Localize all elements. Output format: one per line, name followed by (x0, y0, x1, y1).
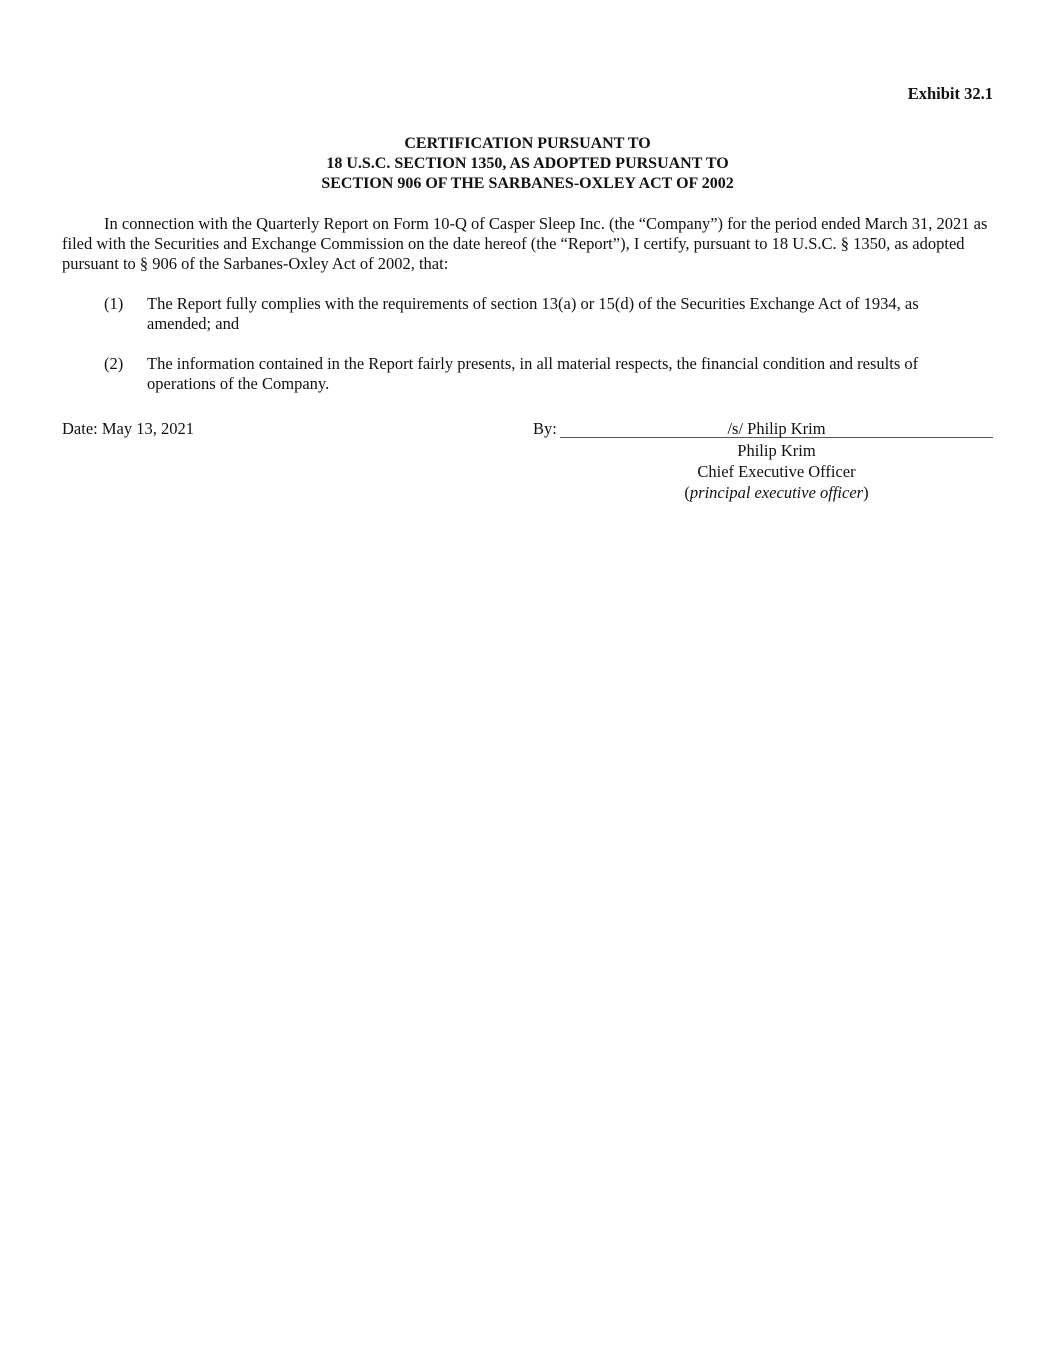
signer-role-open: ( (684, 483, 690, 502)
by-label: By: (533, 419, 557, 438)
signature-line (560, 419, 993, 438)
heading-line-1: CERTIFICATION PURSUANT TO (404, 135, 651, 152)
list-item (104, 354, 974, 394)
certification-heading (0, 134, 1055, 194)
signer-title: Chief Executive Officer (697, 462, 856, 481)
exhibit-label: Exhibit 32.1 (907, 84, 993, 103)
date-line: Date: May 13, 2021 (62, 419, 194, 438)
heading-line-2: 18 U.S.C. SECTION 1350, AS ADOPTED PURSUANT TO (326, 155, 729, 172)
list-item-number: (1) (104, 294, 124, 313)
signer-block (560, 440, 993, 503)
list-item-text: The Report fully complies with the requirements of section 13(a) or 15(d) of the Securities Exchange Act of 1934, as amended; and (147, 294, 919, 333)
list-item-text: The information contained in the Report fairly presents, in all material respects, the financial condition and results of operations of the Company. (147, 354, 919, 393)
heading-line-3: SECTION 906 OF THE SARBANES-OXLEY ACT OF 2002 (321, 175, 734, 192)
list-item (104, 294, 974, 334)
signer-role (560, 482, 993, 503)
intro-paragraph: In connection with the Quarterly Report on Form 10-Q of Casper Sleep Inc. (the “Company”) for the period ended March 31, 2021 as filed with the Securities and Exchange Commission on the date hereof (the “Report”), I certify, pursuant to 18 U.S.C. § 1350, as adopted pursuant to § 906 of the Sarbanes-Oxley Act of 2002, that: (62, 214, 988, 273)
list-item-number: (2) (104, 354, 124, 373)
signer-role-text: principal executive officer (689, 483, 864, 502)
signer-name: Philip Krim (737, 441, 816, 460)
signed-name: /s/ Philip Krim (727, 419, 826, 438)
signer-role-close: ) (863, 483, 869, 502)
